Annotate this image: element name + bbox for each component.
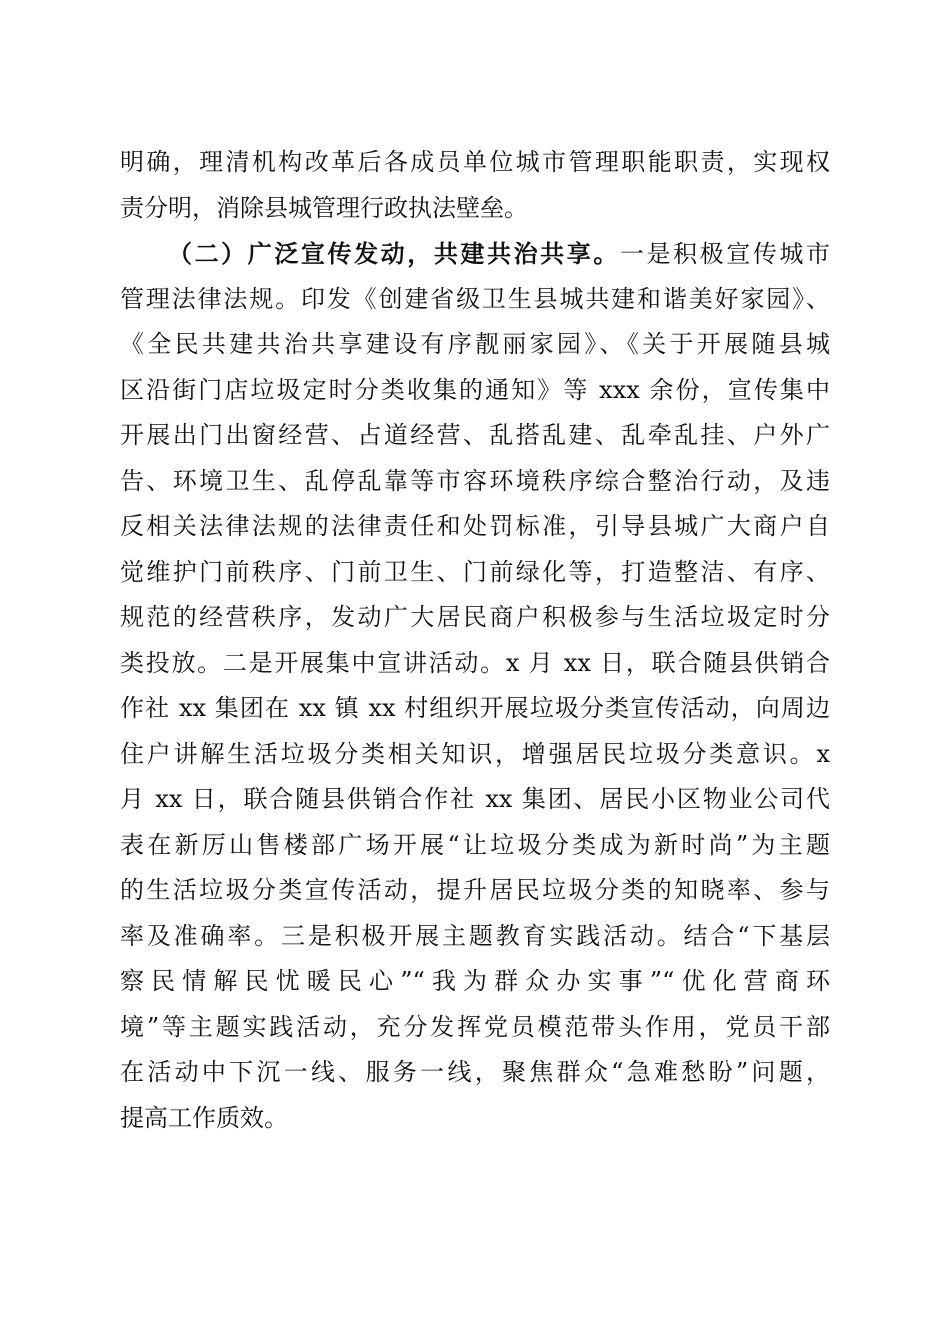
text-line: 觉维护门前秩序、门前卫生、门前绿化等，打造整洁、有序、 <box>120 557 830 586</box>
text-line: 告、环境卫生、乱停乱靠等市容环境秩序综合整治行动，及违 <box>120 466 830 495</box>
text-line: 作社 xx 集团在 xx 镇 xx 村组织开展垃圾分类宣传活动，向周边 <box>120 694 830 722</box>
text-line: 管理法律法规。印发《创建省级卫生县城共建和谐美好家园》、 <box>120 284 830 313</box>
body-text <box>120 140 830 1141</box>
text-line: 境”等主题实践活动，充分发挥党员模范带头作用，党员干部 <box>120 1012 830 1041</box>
text-line: 在活动中下沉一线、服务一线，聚焦群众“急难愁盼”问题， <box>120 1058 830 1086</box>
text-line: 明确，理清机构改革后各成员单位城市管理职能职责，实现权 <box>120 148 830 176</box>
text-line: 月 xx 日，联合随县供销合作社 xx 集团、居民小区物业公司代 <box>120 785 830 813</box>
section-heading-line <box>120 231 830 277</box>
text-line: 责分明，消除县城管理行政执法壁垒。 <box>120 193 528 222</box>
section-heading: （二）广泛宣传发动，共建共治共享。 <box>168 239 620 268</box>
text-line: 开展出门出窗经营、占道经营、乱搭乱建、乱牵乱挂、户外广 <box>120 421 830 449</box>
text-line: 察民情解民忧暖民心”“我为群众办实事”“优化营商环 <box>120 967 830 995</box>
text-line: 住户讲解生活垃圾分类相关知识，增强居民垃圾分类意识。x <box>120 739 830 768</box>
text-line: 规范的经营秩序，发动广大居民商户积极参与生活垃圾定时分 <box>120 603 830 631</box>
text-line: 率及准确率。三是积极开展主题教育实践活动。结合“下基层 <box>120 921 830 950</box>
text-span: 一是积极宣传城市 <box>619 240 831 268</box>
text-line: 的生活垃圾分类宣传活动，提升居民垃圾分类的知晓率、参与 <box>120 876 830 904</box>
text-line: 《全民共建共治共享建设有序靓丽家园》、《关于开展随县城 <box>120 330 830 358</box>
text-line: 表在新厉山售楼部广场开展“让垃圾分类成为新时尚”为主题 <box>120 830 830 859</box>
text-line: 类投放。二是开展集中宣讲活动。x 月 xx 日，联合随县供销合 <box>120 648 830 677</box>
text-line: 提高工作质效。 <box>120 1103 288 1132</box>
text-line: 区沿街门店垃圾定时分类收集的通知》等 xxx 余份，宣传集中 <box>120 375 830 404</box>
text-line: 反相关法律法规的法律责任和处罚标准，引导县城广大商户自 <box>120 512 830 540</box>
